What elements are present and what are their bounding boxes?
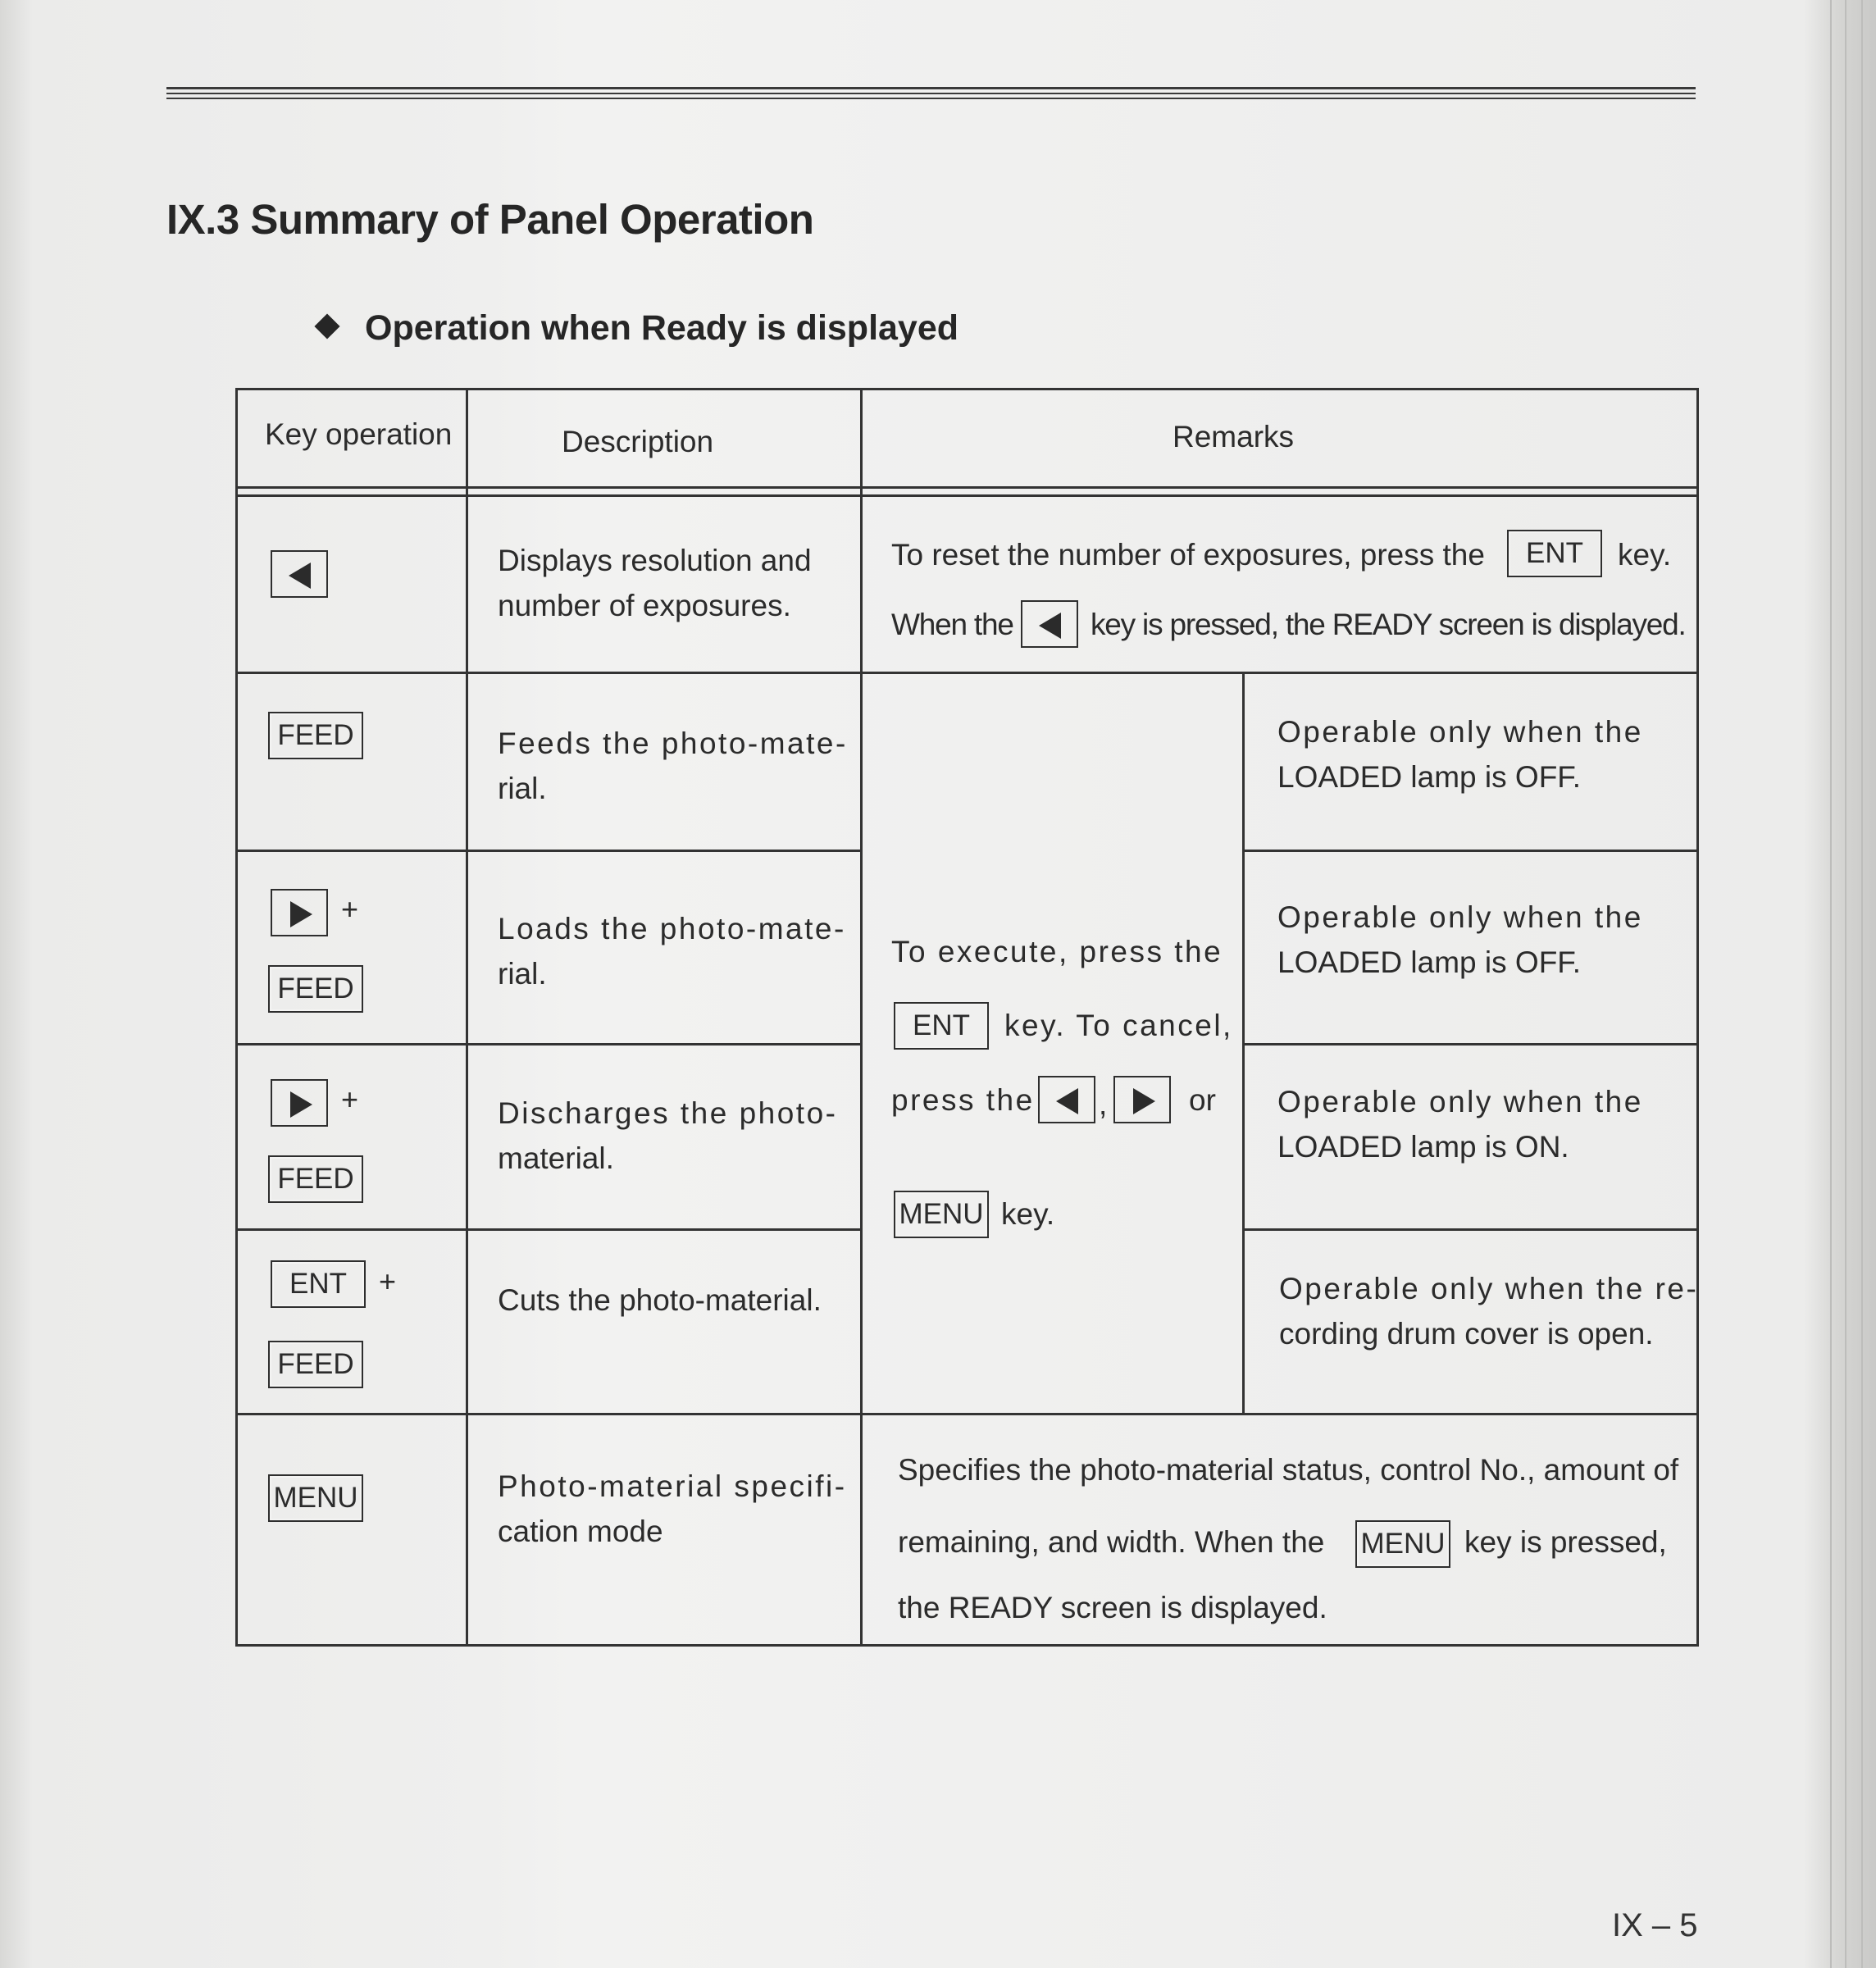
column-header-key-operation: Key operation	[265, 417, 453, 451]
table-divider	[466, 390, 468, 1645]
panel-operation-table	[235, 388, 1699, 1647]
row-divider	[1242, 1228, 1697, 1231]
remark-text: Operable only when the	[1277, 900, 1643, 934]
feed-key-icon: FEED	[268, 712, 363, 759]
row-divider	[238, 1228, 863, 1231]
section-subtitle: Operation when Ready is displayed	[365, 308, 959, 348]
page-title: IX.3 Summary of Panel Operation	[166, 196, 814, 243]
menu-key-icon: MENU	[894, 1191, 989, 1238]
left-arrow-key-icon	[1021, 600, 1078, 648]
comma: ,	[1099, 1087, 1108, 1121]
remark-text: key is pressed, the READY screen is displayed.	[1091, 608, 1686, 641]
description-line: Displays resolution and	[498, 544, 812, 577]
left-arrow-key-icon	[1038, 1076, 1095, 1123]
remark-text: LOADED lamp is OFF.	[1277, 760, 1582, 794]
description-line: rial.	[498, 957, 547, 991]
right-arrow-key-icon	[271, 1079, 328, 1127]
remark-text: key is pressed,	[1464, 1525, 1667, 1559]
row-divider	[238, 850, 863, 852]
feed-key-icon: FEED	[268, 965, 363, 1013]
ent-key-icon: ENT	[894, 1002, 989, 1050]
right-arrow-key-icon	[1113, 1076, 1171, 1123]
remark-text: To reset the number of exposures, press the	[891, 538, 1485, 572]
merged-remark-text: press the	[891, 1083, 1035, 1117]
table-divider	[860, 390, 863, 1645]
plus-sign: +	[341, 1082, 359, 1116]
page-number: IX – 5	[1612, 1907, 1698, 1943]
description-line: Cuts the photo-material.	[498, 1283, 822, 1317]
remark-text: cording drum cover is open.	[1279, 1317, 1654, 1351]
remark-text: LOADED lamp is OFF.	[1277, 945, 1582, 979]
description-line: Feeds the photo-mate-	[498, 727, 848, 760]
page-edge	[1861, 0, 1863, 1968]
merged-remark-text: or	[1189, 1083, 1216, 1117]
merged-remark-text: To execute, press the	[891, 935, 1223, 968]
description-line: Photo-material specifi-	[498, 1469, 847, 1503]
ent-key-icon: ENT	[271, 1260, 366, 1308]
description-line: material.	[498, 1141, 614, 1175]
remark-text: the READY screen is displayed.	[898, 1591, 1327, 1624]
plus-sign: +	[341, 892, 359, 926]
menu-key-icon: MENU	[268, 1474, 363, 1522]
page-edge	[1830, 0, 1832, 1968]
top-rule	[166, 87, 1696, 89]
header-divider	[238, 494, 1697, 497]
merged-remark-text: key.	[1001, 1197, 1055, 1231]
remark-text: Operable only when the	[1277, 715, 1643, 749]
remark-text: key.	[1618, 538, 1672, 572]
top-rule	[166, 98, 1696, 99]
remark-text: Operable only when the	[1277, 1085, 1643, 1118]
ent-key-icon: ENT	[1507, 530, 1602, 577]
remark-text: Specifies the photo-material status, control No., amount of	[898, 1453, 1679, 1487]
row-divider	[1242, 850, 1697, 852]
remark-text: remaining, and width. When the	[898, 1525, 1325, 1559]
feed-key-icon: FEED	[268, 1155, 363, 1203]
description-line: cation mode	[498, 1515, 663, 1548]
remark-text: LOADED lamp is ON.	[1277, 1130, 1569, 1164]
column-header-description: Description	[562, 425, 714, 458]
page-edge	[1845, 0, 1846, 1968]
row-divider	[238, 672, 1697, 674]
remark-text: When the	[891, 608, 1013, 641]
menu-key-icon: MENU	[1355, 1520, 1450, 1568]
row-divider	[238, 1413, 1697, 1415]
left-arrow-key-icon	[271, 550, 328, 598]
right-arrow-key-icon	[271, 889, 328, 936]
merged-remark-text: key. To cancel,	[1004, 1009, 1233, 1042]
feed-key-icon: FEED	[268, 1341, 363, 1388]
description-line: Loads the photo-mate-	[498, 912, 846, 945]
description-line: number of exposures.	[498, 589, 791, 622]
plus-sign: +	[379, 1264, 397, 1298]
row-divider	[238, 1043, 863, 1046]
description-line: rial.	[498, 772, 547, 805]
column-header-remarks: Remarks	[1172, 420, 1295, 453]
remark-text: Operable only when the re-	[1279, 1272, 1699, 1305]
header-divider	[238, 486, 1697, 489]
description-line: Discharges the photo-	[498, 1096, 838, 1130]
row-divider	[1242, 1043, 1697, 1046]
top-rule	[166, 93, 1696, 94]
